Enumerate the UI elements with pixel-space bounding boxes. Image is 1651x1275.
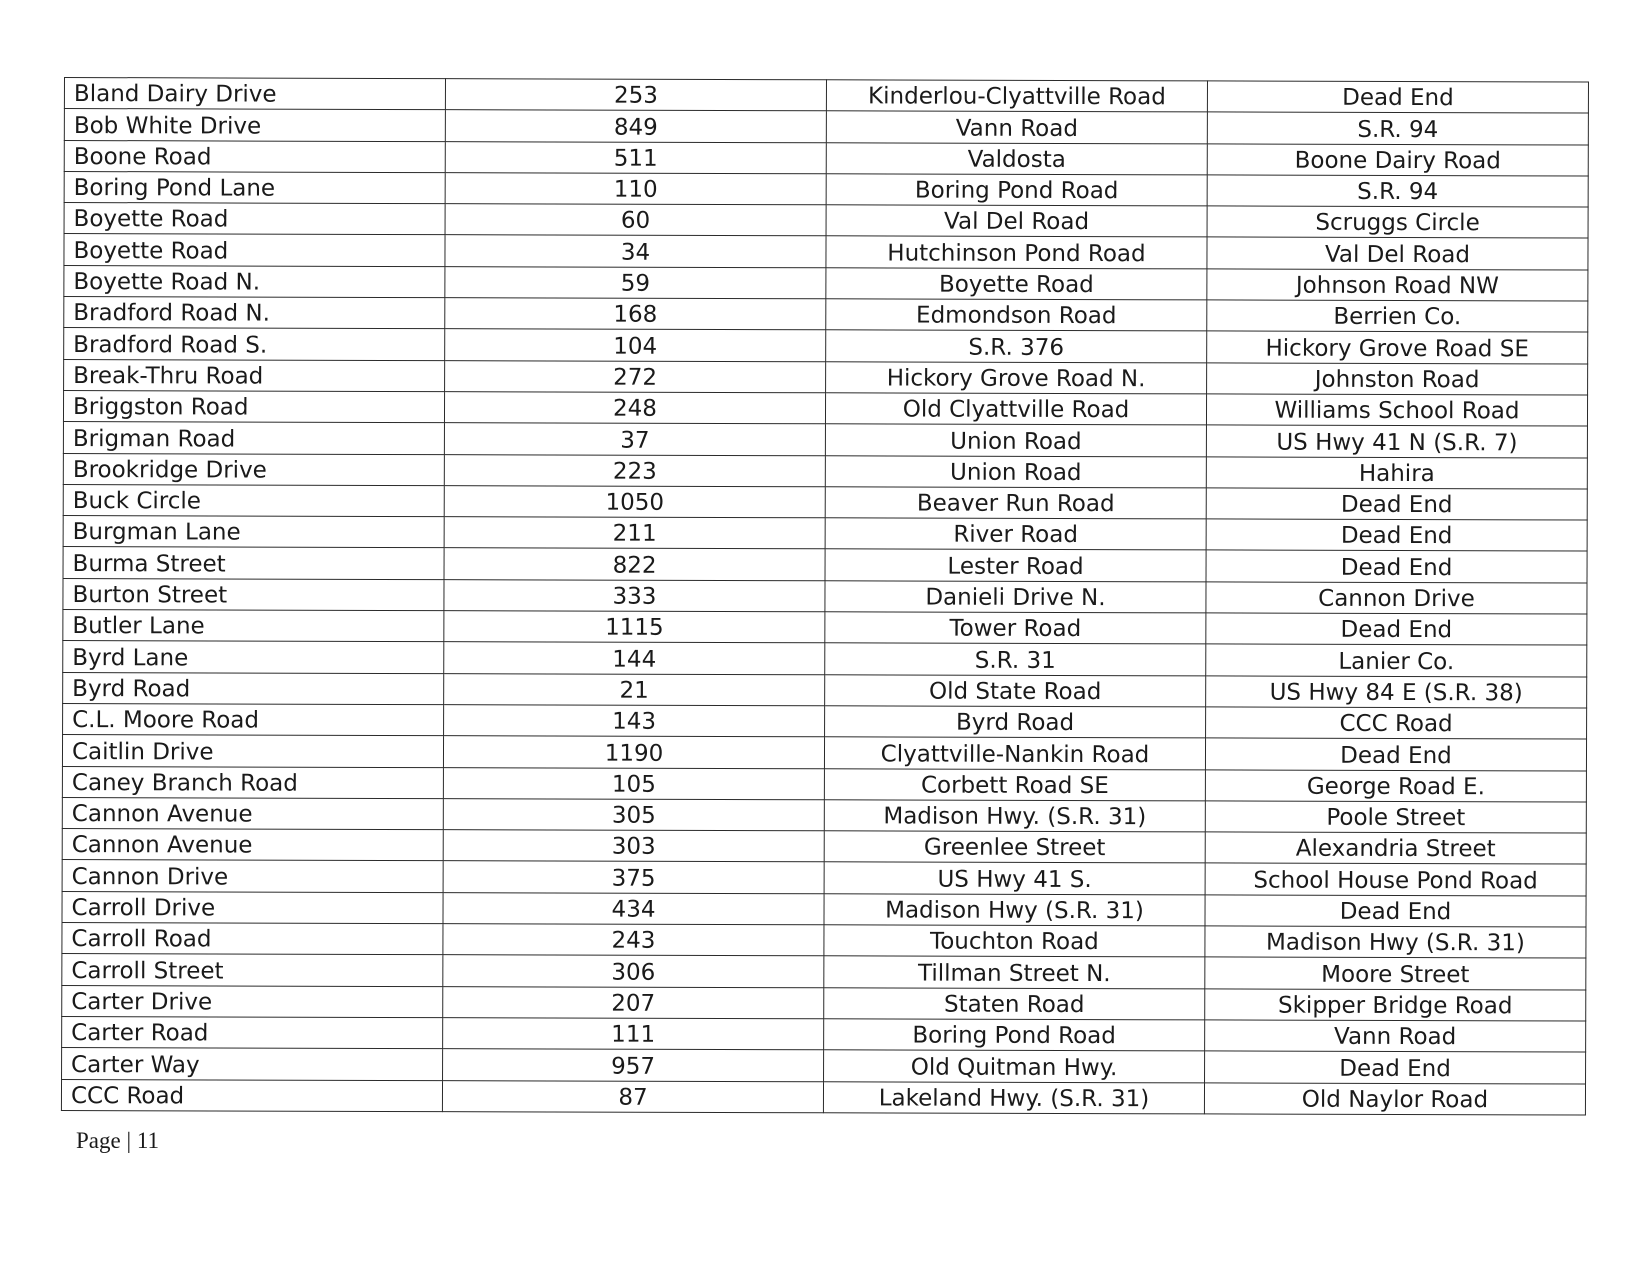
number-cell: 34	[445, 235, 826, 267]
number-cell: 144	[444, 642, 825, 674]
table-row	[62, 1048, 1586, 1084]
to-cell: Scruggs Circle	[1207, 206, 1588, 238]
from-cell: River Road	[825, 518, 1206, 550]
from-cell: Boring Pond Road	[824, 1019, 1205, 1051]
table-row	[64, 140, 1588, 176]
from-cell: Kinderlou-Clyattville Road	[826, 80, 1207, 112]
table-row	[63, 672, 1587, 708]
number-cell: 104	[445, 329, 826, 361]
road-name-cell: Cannon Avenue	[62, 797, 443, 829]
road-name-cell: Bradford Road S.	[64, 328, 445, 360]
from-cell: Vann Road	[826, 111, 1207, 143]
number-cell: 143	[444, 705, 825, 737]
to-cell: George Road E.	[1205, 769, 1586, 801]
number-cell: 110	[445, 173, 826, 205]
from-cell: Beaver Run Road	[825, 487, 1206, 519]
to-cell: School House Pond Road	[1205, 863, 1586, 895]
to-cell: Moore Street	[1205, 957, 1586, 989]
number-cell: 37	[444, 423, 825, 455]
road-name-cell: C.L. Moore Road	[63, 703, 444, 735]
table-row	[62, 923, 1586, 959]
table-row	[63, 578, 1587, 614]
from-cell: Union Road	[825, 424, 1206, 456]
from-cell: Hutchinson Pond Road	[826, 236, 1207, 268]
from-cell: Valdosta	[826, 142, 1207, 174]
table-row	[63, 516, 1587, 552]
number-cell: 303	[443, 830, 824, 862]
number-cell: 168	[445, 298, 826, 330]
to-cell: US Hwy 84 E (S.R. 38)	[1206, 676, 1587, 708]
table-row	[61, 1079, 1585, 1115]
to-cell: Dead End	[1205, 895, 1586, 927]
to-cell: Lanier Co.	[1206, 644, 1587, 676]
road-name-cell: Cannon Drive	[62, 860, 443, 892]
to-cell: Williams School Road	[1206, 394, 1587, 426]
table-row	[63, 610, 1587, 646]
number-cell: 306	[443, 955, 824, 987]
road-name-cell: Carroll Road	[62, 923, 443, 955]
from-cell: Clyattville-Nankin Road	[824, 737, 1205, 769]
table-row	[64, 359, 1588, 395]
road-name-cell: Bland Dairy Drive	[64, 78, 445, 110]
to-cell: Old Naylor Road	[1204, 1082, 1585, 1114]
table-row	[64, 109, 1588, 145]
number-cell: 207	[443, 986, 824, 1018]
from-cell: Danieli Drive N.	[825, 581, 1206, 613]
road-name-cell: Brigman Road	[63, 422, 444, 454]
road-name-cell: Carroll Drive	[62, 891, 443, 923]
table-row	[62, 985, 1586, 1021]
table-row	[64, 203, 1588, 239]
road-name-cell: CCC Road	[61, 1079, 442, 1111]
number-cell: 849	[445, 110, 826, 142]
number-cell: 87	[442, 1080, 823, 1112]
from-cell: Val Del Road	[826, 205, 1207, 237]
table-row	[64, 328, 1588, 364]
table-row	[63, 390, 1587, 426]
number-cell: 111	[443, 1018, 824, 1050]
table-row	[62, 954, 1586, 990]
to-cell: Cannon Drive	[1206, 582, 1587, 614]
road-name-cell: Boone Road	[64, 140, 445, 172]
road-name-cell: Bradford Road N.	[64, 297, 445, 329]
from-cell: S.R. 31	[825, 643, 1206, 675]
table-row	[64, 78, 1588, 114]
to-cell: S.R. 94	[1207, 175, 1588, 207]
table-row	[64, 297, 1588, 333]
to-cell: CCC Road	[1206, 707, 1587, 739]
number-cell: 1050	[444, 485, 825, 517]
from-cell: Edmondson Road	[826, 299, 1207, 331]
number-cell: 375	[443, 861, 824, 893]
from-cell: Union Road	[825, 455, 1206, 487]
table-row	[64, 171, 1588, 207]
road-name-cell: Boring Pond Lane	[64, 171, 445, 203]
number-cell: 272	[445, 360, 826, 392]
table-row	[63, 641, 1587, 677]
to-cell: Dead End	[1207, 81, 1588, 113]
road-name-cell: Carter Way	[62, 1048, 443, 1080]
number-cell: 253	[445, 79, 826, 111]
table-row	[62, 891, 1586, 927]
road-name-cell: Caitlin Drive	[62, 735, 443, 767]
from-cell: Boyette Road	[826, 268, 1207, 300]
to-cell: Hickory Grove Road SE	[1207, 331, 1588, 363]
to-cell: Dead End	[1205, 1051, 1586, 1083]
from-cell: US Hwy 41 S.	[824, 862, 1205, 894]
number-cell: 333	[444, 579, 825, 611]
to-cell: Madison Hwy (S.R. 31)	[1205, 926, 1586, 958]
table-row	[63, 422, 1587, 458]
to-cell: Dead End	[1206, 550, 1587, 582]
from-cell: Tower Road	[825, 612, 1206, 644]
road-name-cell: Boyette Road	[64, 203, 445, 235]
from-cell: Old Clyattville Road	[825, 393, 1206, 425]
table-row	[63, 453, 1587, 489]
table-row	[64, 265, 1588, 301]
number-cell: 822	[444, 548, 825, 580]
road-name-cell: Buck Circle	[63, 484, 444, 516]
road-table-body	[61, 78, 1588, 1115]
table-row	[62, 829, 1586, 865]
road-name-cell: Bob White Drive	[64, 109, 445, 141]
table-row	[63, 703, 1587, 739]
number-cell: 59	[445, 266, 826, 298]
to-cell: US Hwy 41 N (S.R. 7)	[1206, 425, 1587, 457]
from-cell: Old State Road	[825, 674, 1206, 706]
road-name-cell: Carter Road	[62, 1016, 443, 1048]
road-name-cell: Break-Thru Road	[64, 359, 445, 391]
table-row	[63, 547, 1587, 583]
table-row	[62, 735, 1586, 771]
road-name-cell: Burma Street	[63, 547, 444, 579]
to-cell: Hahira	[1206, 456, 1587, 488]
number-cell: 211	[444, 517, 825, 549]
number-cell: 957	[443, 1049, 824, 1081]
from-cell: Lakeland Hwy. (S.R. 31)	[823, 1081, 1204, 1113]
number-cell: 1115	[444, 611, 825, 643]
table-row	[62, 797, 1586, 833]
number-cell: 434	[443, 892, 824, 924]
table-row	[64, 234, 1588, 270]
from-cell: Madison Hwy (S.R. 31)	[824, 893, 1205, 925]
to-cell: Berrien Co.	[1207, 300, 1588, 332]
to-cell: Dead End	[1205, 738, 1586, 770]
from-cell: S.R. 376	[826, 330, 1207, 362]
road-table	[61, 77, 1589, 1115]
to-cell: Poole Street	[1205, 801, 1586, 833]
to-cell: Johnston Road	[1207, 363, 1588, 395]
from-cell: Byrd Road	[825, 706, 1206, 738]
from-cell: Staten Road	[824, 987, 1205, 1019]
to-cell: Dead End	[1206, 519, 1587, 551]
road-name-cell: Cannon Avenue	[62, 829, 443, 861]
road-name-cell: Butler Lane	[63, 610, 444, 642]
page-number: Page | 11	[76, 1128, 159, 1153]
road-name-cell: Burgman Lane	[63, 516, 444, 548]
road-name-cell: Burton Street	[63, 578, 444, 610]
from-cell: Hickory Grove Road N.	[826, 361, 1207, 393]
road-name-cell: Byrd Lane	[63, 641, 444, 673]
table-row	[63, 484, 1587, 520]
to-cell: Johnson Road NW	[1207, 269, 1588, 301]
from-cell: Lester Road	[825, 549, 1206, 581]
number-cell: 243	[443, 924, 824, 956]
from-cell: Madison Hwy. (S.R. 31)	[824, 800, 1205, 832]
to-cell: Vann Road	[1205, 1020, 1586, 1052]
to-cell: Val Del Road	[1207, 237, 1588, 269]
number-cell: 248	[444, 392, 825, 424]
table-row	[62, 766, 1586, 802]
road-name-cell: Boyette Road N.	[64, 265, 445, 297]
to-cell: Skipper Bridge Road	[1205, 988, 1586, 1020]
to-cell: Alexandria Street	[1205, 832, 1586, 864]
road-name-cell: Carter Drive	[62, 985, 443, 1017]
number-cell: 305	[443, 798, 824, 830]
to-cell: Boone Dairy Road	[1207, 143, 1588, 175]
from-cell: Greenlee Street	[824, 831, 1205, 863]
number-cell: 60	[445, 204, 826, 236]
to-cell: Dead End	[1206, 613, 1587, 645]
road-name-cell: Boyette Road	[64, 234, 445, 266]
from-cell: Boring Pond Road	[826, 174, 1207, 206]
number-cell: 21	[444, 673, 825, 705]
table-row	[62, 860, 1586, 896]
number-cell: 105	[443, 767, 824, 799]
road-name-cell: Brookridge Drive	[63, 453, 444, 485]
road-name-cell: Carroll Street	[62, 954, 443, 986]
from-cell: Corbett Road SE	[824, 768, 1205, 800]
to-cell: S.R. 94	[1207, 112, 1588, 144]
to-cell: Dead End	[1206, 488, 1587, 520]
road-name-cell: Caney Branch Road	[62, 766, 443, 798]
table-row	[62, 1016, 1586, 1052]
road-name-cell: Byrd Road	[63, 672, 444, 704]
road-name-cell: Briggston Road	[63, 390, 444, 422]
from-cell: Touchton Road	[824, 925, 1205, 957]
from-cell: Old Quitman Hwy.	[824, 1050, 1205, 1082]
number-cell: 1190	[443, 736, 824, 768]
number-cell: 511	[445, 141, 826, 173]
from-cell: Tillman Street N.	[824, 956, 1205, 988]
number-cell: 223	[444, 454, 825, 486]
